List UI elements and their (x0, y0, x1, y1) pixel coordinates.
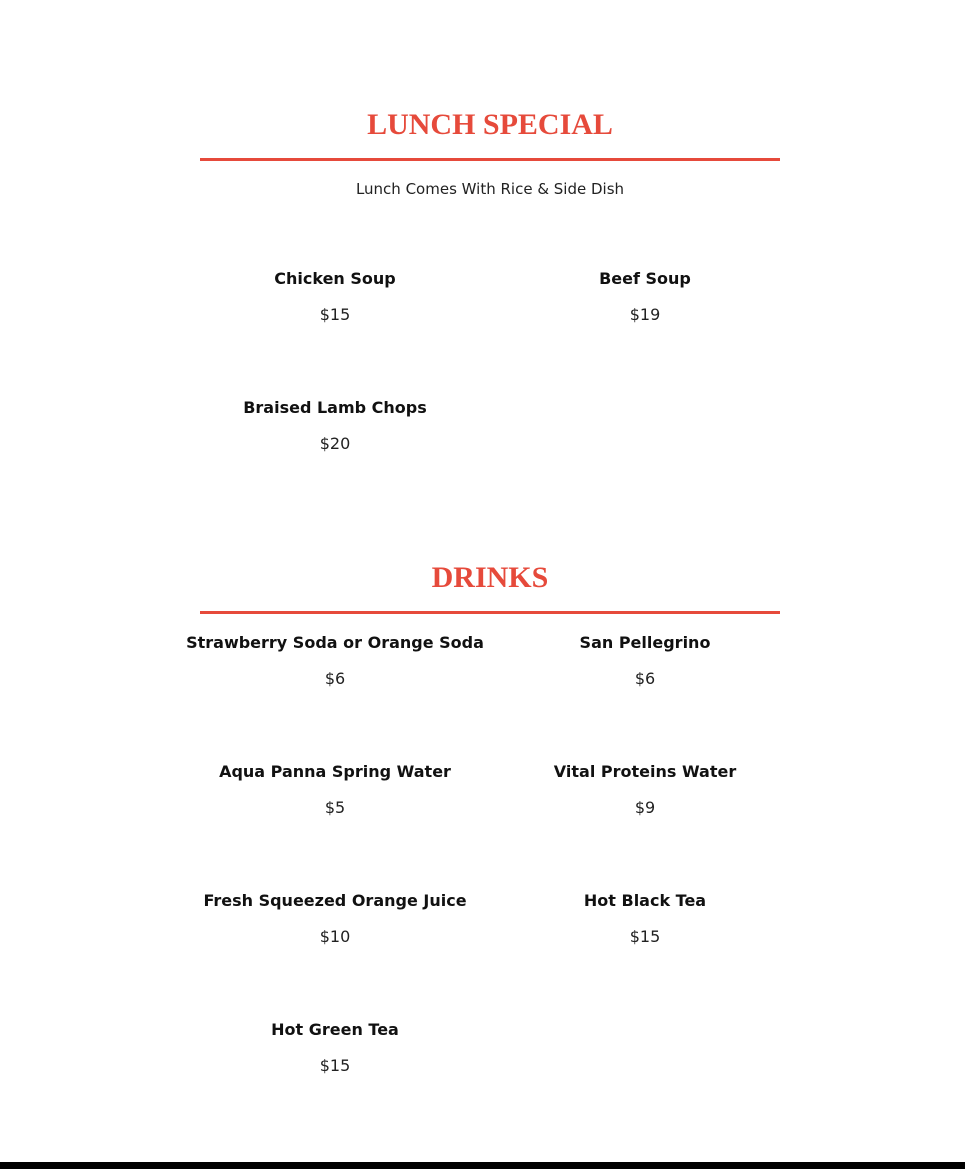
drinks-title: DRINKS (431, 561, 549, 594)
menu-item-name: Fresh Squeezed Orange Juice (203, 891, 467, 910)
menu-item-name: Beef Soup (599, 269, 691, 288)
menu-item-name: Braised Lamb Chops (243, 398, 427, 417)
menu-item-hot-green-tea (180, 1020, 490, 1076)
menu-item-name: Chicken Soup (274, 269, 396, 288)
menu-item-price: $19 (629, 305, 661, 324)
menu-item-price: $6 (634, 669, 656, 688)
lunch-special-subtitle: Lunch Comes With Rice & Side Dish (355, 180, 625, 198)
menu-item-price: $6 (324, 669, 346, 688)
menu-item-vital-proteins-water (490, 762, 800, 818)
lunch-special-divider (200, 158, 780, 161)
bottom-bar (0, 1162, 965, 1169)
menu-item-name: Strawberry Soda or Orange Soda (186, 633, 484, 652)
menu-item-name: Vital Proteins Water (553, 762, 737, 781)
menu-item-braised-lamb-chops (180, 398, 490, 454)
menu-item-hot-black-tea (490, 891, 800, 947)
menu-item-price: $9 (634, 798, 656, 817)
menu-item-aqua-panna (180, 762, 490, 818)
menu-item-orange-juice (180, 891, 490, 947)
menu-item-price: $15 (319, 1056, 351, 1075)
menu-item-price: $10 (319, 927, 351, 946)
menu-item-name: San Pellegrino (579, 633, 711, 652)
menu-item-name: Hot Green Tea (271, 1020, 399, 1039)
menu-item-price: $5 (324, 798, 346, 817)
menu-item-price: $20 (319, 434, 351, 453)
menu-item-san-pellegrino (490, 633, 800, 689)
menu-item-name: Aqua Panna Spring Water (219, 762, 451, 781)
menu-item-price: $15 (629, 927, 661, 946)
menu-item-strawberry-soda (180, 633, 490, 689)
menu-item-beef-soup (490, 269, 800, 325)
lunch-special-title: LUNCH SPECIAL (367, 108, 613, 141)
menu-item-price: $15 (319, 305, 351, 324)
menu-item-chicken-soup (180, 269, 490, 325)
drinks-divider (200, 611, 780, 614)
menu-item-name: Hot Black Tea (583, 891, 707, 910)
